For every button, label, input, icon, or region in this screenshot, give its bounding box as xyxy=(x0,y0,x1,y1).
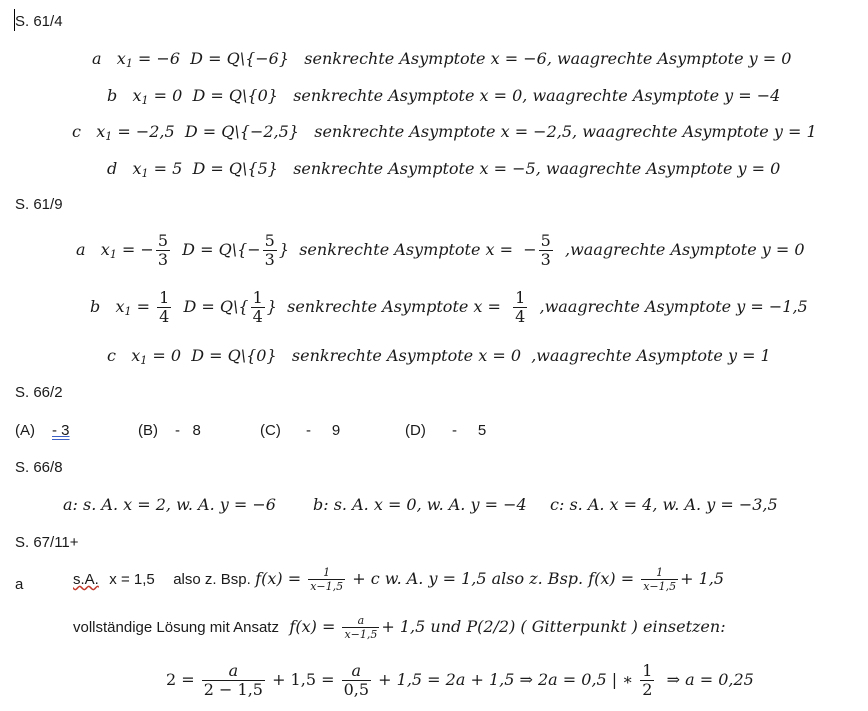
heading-s61-4: S. 61/4 xyxy=(15,13,63,30)
option-b-label: (B) xyxy=(138,422,158,439)
option-a-label: (A) xyxy=(15,422,35,439)
s61-4-row-a: a $x_1 = -6$ D = Q\{−6} senkrechte Asymptote x = −6, waagrechte Asymptote y = 0 xyxy=(92,49,792,70)
option-b-value: - 8 xyxy=(175,422,201,439)
s61-4-row-c: c $x_1 = -2,5$ D = Q\{−2,5} senkrechte Asymptote x = −2,5, waagrechte Asymptote y = 1 xyxy=(72,122,817,143)
s67-11-equation: 2 = $\frac{a}{2 - 1,5}$ + 1,5 = $\frac{a}{0,5}$ + 1,5 = 2a + 1,5 ⇒ 2a = 0,5 | ∗ $\frac{1}{2}$ ⇒ a = 0,25 xyxy=(166,661,754,699)
option-d-label: (D) xyxy=(405,422,426,439)
s67-11-line1: s.A. x = 1,5 also z. Bsp. f(x) = $\frac{1}{x-1,5}$ + c w. A. y = 1,5 also z. Bsp. f(x) = $\frac{1}{x-1,5}$ + 1,5 xyxy=(73,566,725,593)
heading-s61-9: S. 61/9 xyxy=(15,196,63,213)
s61-9-row-b: b $x_1$ = $\frac{1}{4}$ D = Q\{ $\frac{1}{4}$ } senkrechte Asymptote x = $\frac{1}{4}$ ,waagrechte Asymptote y = −1,5 xyxy=(90,288,808,326)
option-c-value: - 9 xyxy=(306,422,341,439)
sa-label: s.A. xyxy=(73,571,99,588)
heading-s67-11: S. 67/11+ xyxy=(15,534,79,551)
heading-s66-8: S. 66/8 xyxy=(15,459,63,476)
s67-11-letter: a xyxy=(15,576,24,593)
s61-9-row-a: a $x_1$ = − $\frac{5}{3}$ D = Q\{− $\frac{5}{3}$ } senkrechte Asymptote x = − $\frac{5}{3}$ ,waagrechte Asymptote y = 0 xyxy=(76,231,805,269)
s61-4-row-b: b $x_1 = 0$ D = Q\{0} senkrechte Asymptote x = 0, waagrechte Asymptote y = −4 xyxy=(107,86,781,107)
s66-8-c: c: s. A. x = 4, w. A. y = −3,5 xyxy=(550,495,778,514)
s61-9-row-c: c $x_1 = 0$ D = Q\{0} senkrechte Asymptote x = 0 ,waagrechte Asymptote y = 1 xyxy=(107,346,771,367)
option-a-value: - 3 xyxy=(52,422,70,439)
s66-8-a: a: s. A. x = 2, w. A. y = −6 xyxy=(63,495,276,514)
s66-8-b: b: s. A. x = 0, w. A. y = −4 xyxy=(313,495,527,514)
heading-s66-2: S. 66/2 xyxy=(15,384,63,401)
option-c-label: (C) xyxy=(260,422,281,439)
s67-11-line2: vollständige Lösung mit Ansatz f(x) = $\frac{a}{x-1,5}$ + 1,5 und P(2/2) ( Gitterpunkt ) einsetzen: xyxy=(73,614,726,641)
option-d-value: - 5 xyxy=(452,422,487,439)
s61-4-row-d: d $x_1 = 5$ D = Q\{5} senkrechte Asymptote x = −5, waagrechte Asymptote y = 0 xyxy=(107,159,781,180)
